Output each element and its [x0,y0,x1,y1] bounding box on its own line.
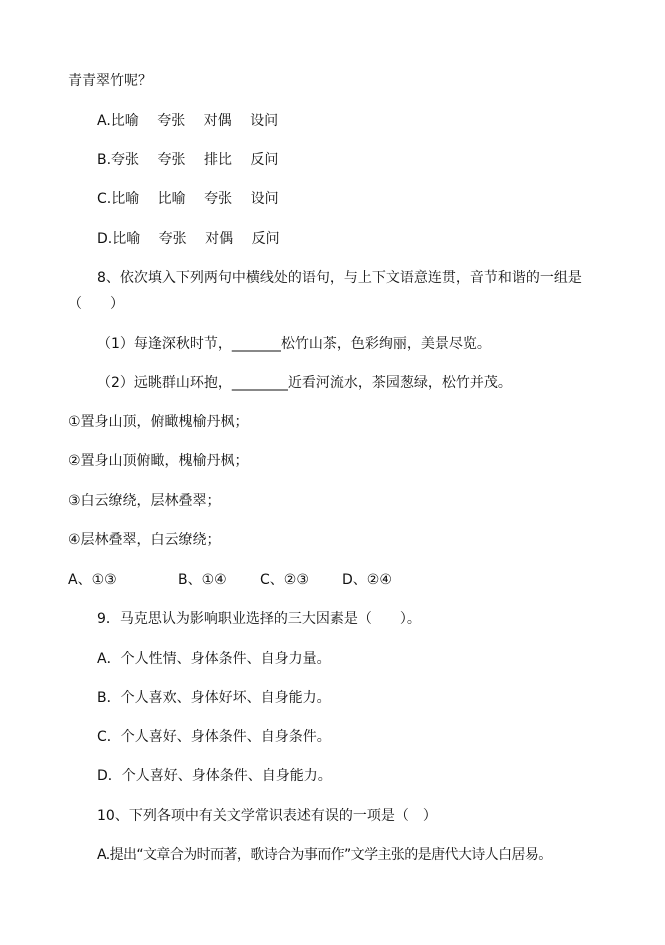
q7-option-c: C.比喻 比喻 夸张 设问 [97,191,279,207]
q8-stem-line2: （ ） [68,296,124,312]
q8-item-4: ④层林叠翠，白云缭绕； [68,532,221,548]
q8-item-1: ①置身山顶，俯瞰槐榆丹枫； [68,414,249,430]
q7-option-b: B.夸张 夸张 排比 反问 [97,152,279,168]
q8-choice-c: C、②③ [260,572,309,588]
q9-stem: 9．马克思认为影响职业选择的三大因素是（ ）。 [97,611,421,627]
q8-item-2: ②置身山顶俯瞰，槐榆丹枫； [68,453,249,469]
q8-choice-d: D、②④ [342,572,392,588]
q7-option-d: D.比喻 夸张 对偶 反问 [97,231,280,247]
q8-stem-line1: 8、依次填入下列两句中横线处的语句，与上下文语意连贯，音节和谐的一组是 [97,270,582,286]
q7-option-a: A.比喻 夸张 对偶 设问 [97,113,279,129]
q10-stem: 10、下列各项中有关文学常识表述有误的一项是（ ） [97,808,437,824]
q8-sentence-2: （2）远眺群山环抱，________近看河流水，茶园葱绿，松竹并茂。 [97,375,512,391]
q8-choice-a: A、①③ [68,572,117,588]
q9-option-d: D．个人喜好、身体条件、自身能力。 [97,768,332,784]
q10-option-a: A.提出“文章合为时而著，歌诗合为事而作”文学主张的是唐代大诗人白居易。 [97,847,552,863]
q8-item-3: ③白云缭绕，层林叠翠； [68,493,221,509]
q7-stem-tail: 青青翠竹呢？ [68,73,152,89]
q9-option-a: A．个人性情、身体条件、自身力量。 [97,651,331,667]
q9-option-b: B．个人喜欢、身体好坏、自身能力。 [97,690,331,706]
q9-option-c: C．个人喜好、身体条件、自身条件。 [97,729,331,745]
q8-choice-b: B、①④ [178,572,227,588]
q8-sentence-1: （1）每逢深秋时节，_______松竹山茶，色彩绚丽，美景尽览。 [97,336,491,352]
